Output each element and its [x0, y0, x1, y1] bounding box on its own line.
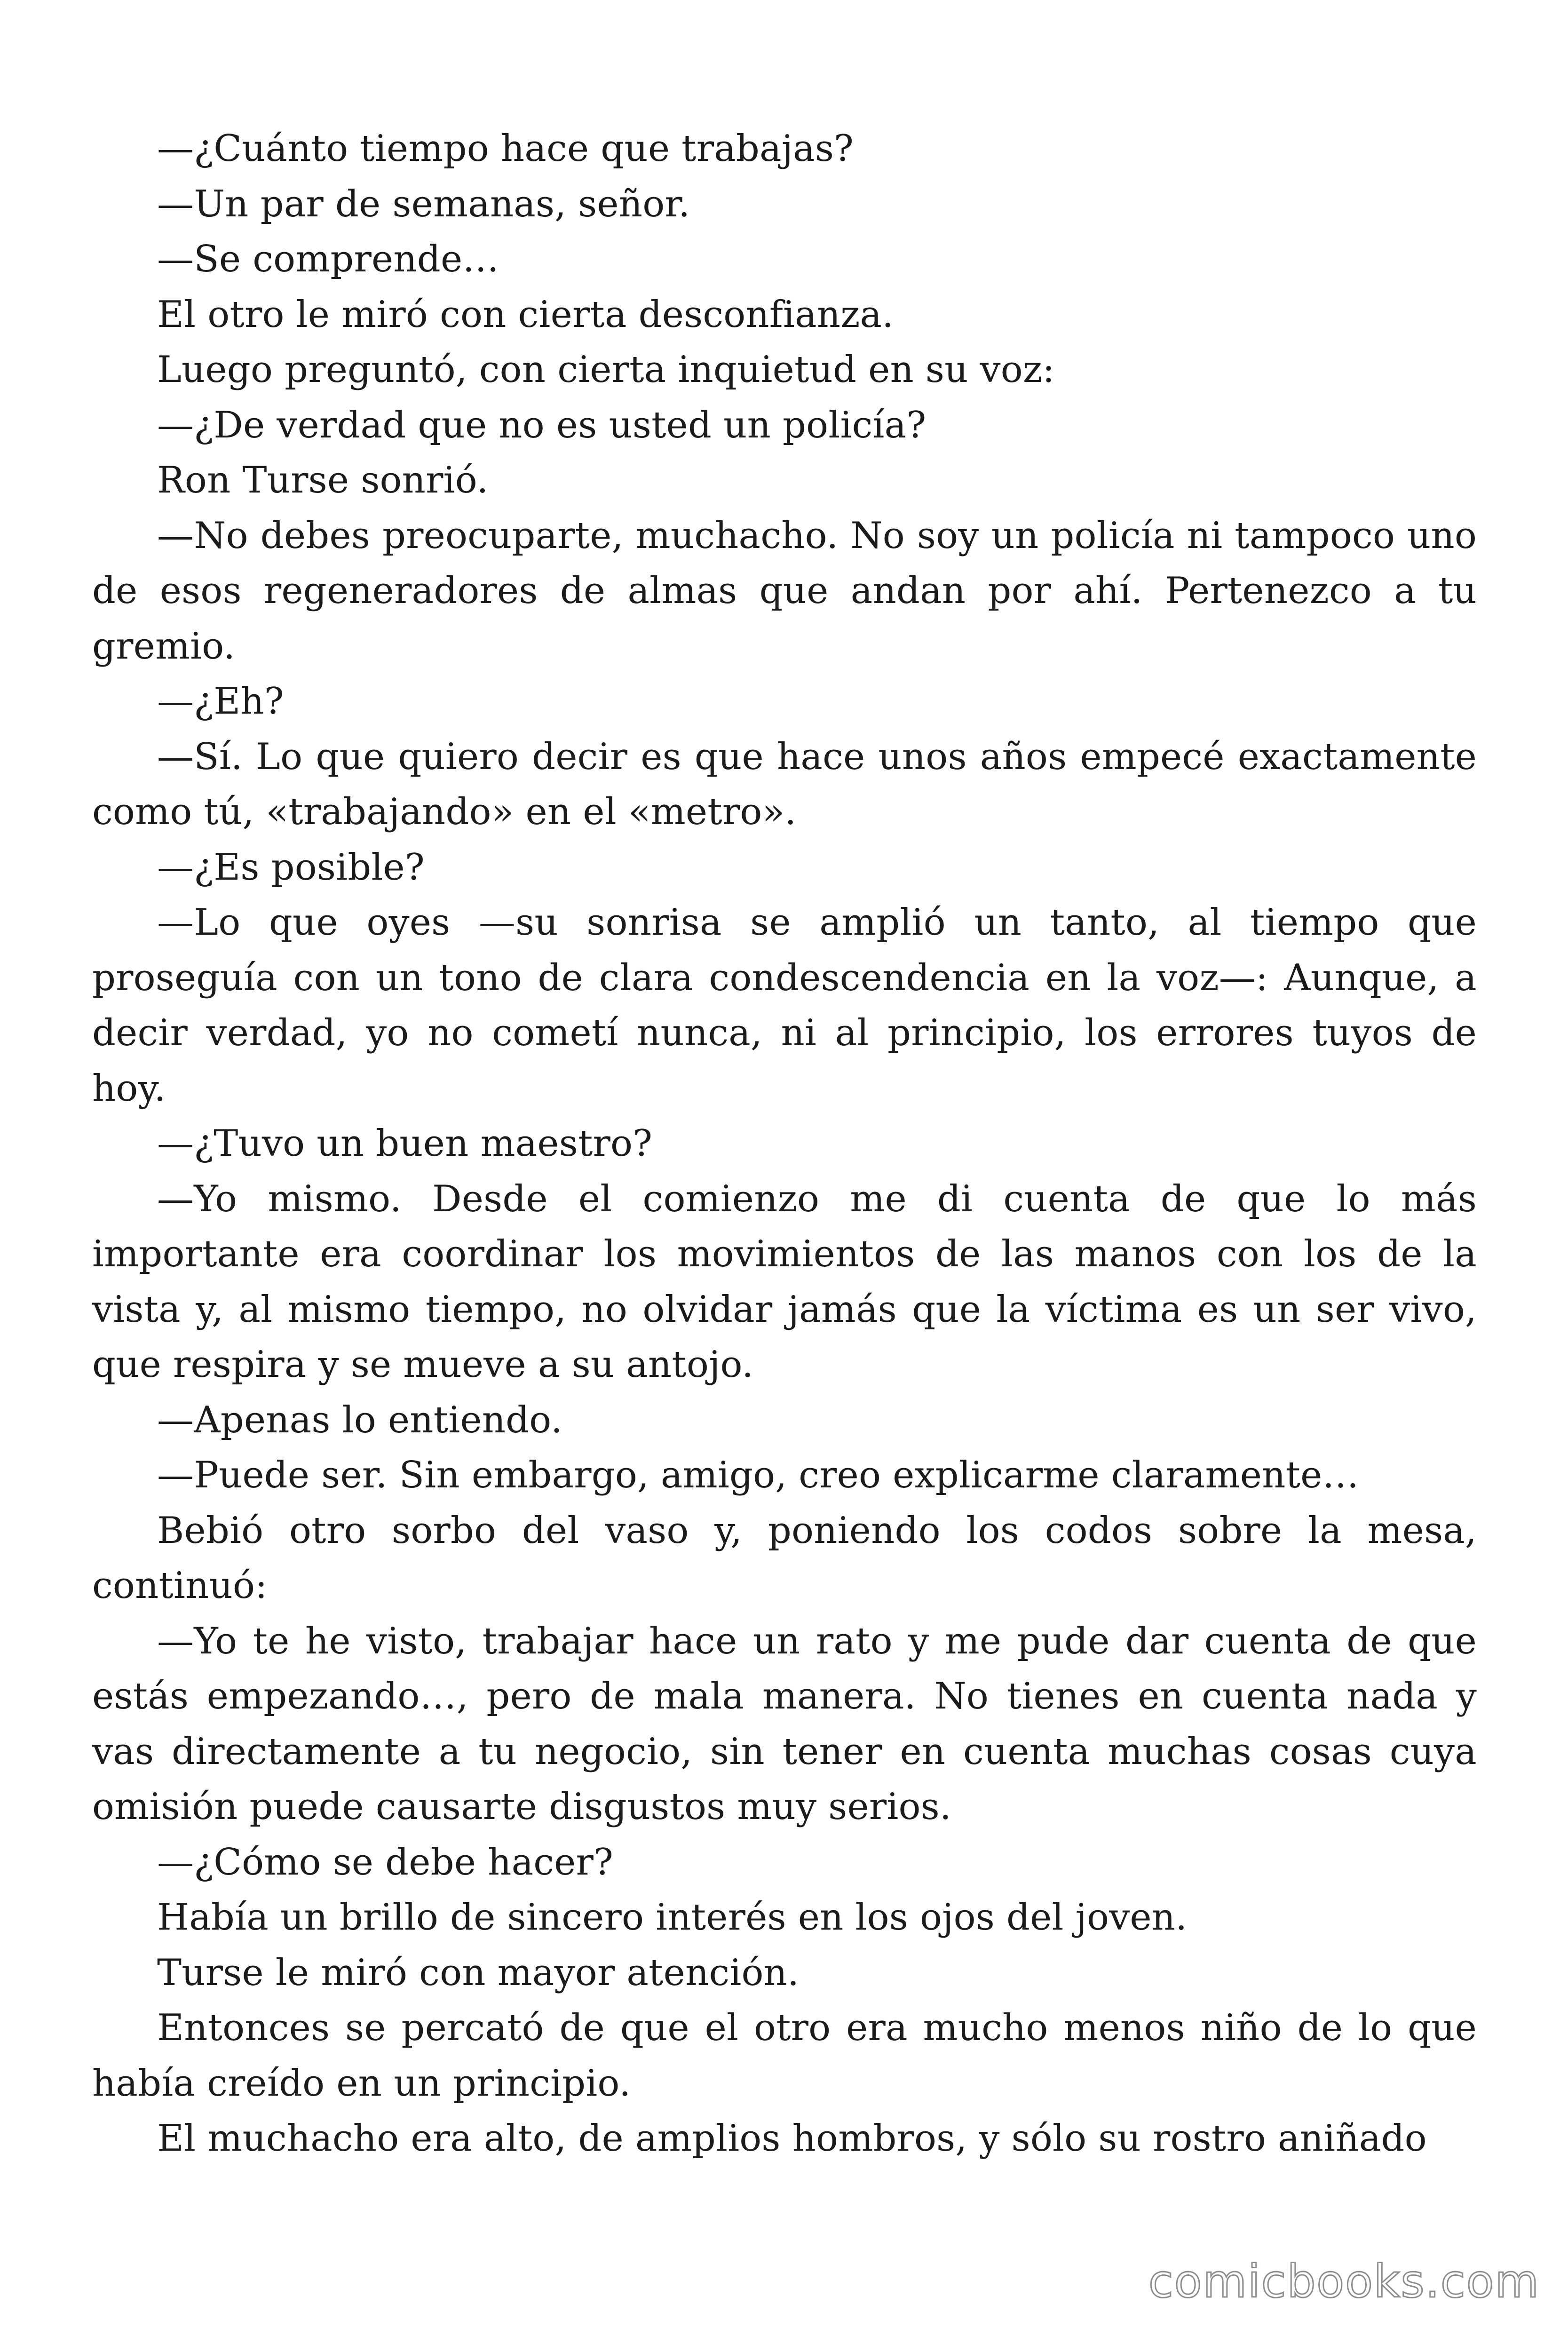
paragraph: Entonces se percató de que el otro era mucho menos niño de lo que había creído en un principio. [92, 2007, 1477, 2105]
paragraph: —Puede ser. Sin embargo, amigo, creo explicarme claramente… [157, 1454, 1359, 1496]
paragraph: —¿De verdad que no es usted un policía? [157, 404, 927, 446]
paragraph: Bebió otro sorbo del vaso y, poniendo los codos sobre la mesa, continuó: [92, 1509, 1477, 1607]
paragraph: El muchacho era alto, de amplios hombros, y sólo su rostro aniñado [157, 2117, 1427, 2160]
page-text [92, 121, 1477, 2167]
paragraph: —¿Tuvo un buen maestro? [157, 1122, 653, 1165]
paragraph: —Yo te he visto, trabajar hace un rato y me pude dar cuenta de que estás empezando…, pero de mala manera. No tienes en cuenta nada y vas directamente a tu negocio, sin tener en cuenta muchas cosas cuya omisión puede causarte disgustos muy serios. [92, 1620, 1477, 1828]
paragraph: —¿Es posible? [157, 846, 425, 889]
paragraph: —¿Cuánto tiempo hace que trabajas? [157, 127, 854, 170]
paragraph: —Sí. Lo que quiero decir es que hace unos años empecé exactamente como tú, «trabajando» en el «metro». [92, 735, 1477, 833]
paragraph: El otro le miró con cierta desconfianza. [157, 293, 894, 336]
paragraph: Había un brillo de sincero interés en los ojos del joven. [157, 1896, 1188, 1939]
paragraph: —Se comprende… [157, 238, 499, 280]
paragraph: —¿Eh? [157, 680, 284, 723]
paragraph: —Yo mismo. Desde el comienzo me di cuenta de que lo más importante era coordinar los movimientos de las manos con los de la vista y, al mismo tiempo, no olvidar jamás que la víctima es un ser vivo, que respira y se mueve a su antojo. [92, 1177, 1477, 1386]
paragraph: Luego preguntó, con cierta inquietud en su voz: [157, 349, 1055, 391]
paragraph: Ron Turse sonrió. [157, 459, 489, 501]
paragraph: —Lo que oyes —su sonrisa se amplió un tanto, al tiempo que proseguía con un tono de clara condescendencia en la voz—: Aunque, a decir verdad, yo no cometí nunca, ni al principio, los errores tuyos de hoy. [92, 901, 1477, 1110]
watermark: comicbooks.com [1148, 2255, 1540, 2308]
paragraph: —Apenas lo entiendo. [157, 1398, 563, 1441]
paragraph: —¿Cómo se debe hacer? [157, 1841, 614, 1883]
paragraph: Turse le miró con mayor atención. [157, 1951, 800, 1994]
paragraph: —Un par de semanas, señor. [157, 183, 690, 225]
paragraph: —No debes preocuparte, muchacho. No soy un policía ni tampoco uno de esos regeneradores de almas que andan por ahí. Pertenezco a tu gremio. [92, 514, 1477, 667]
